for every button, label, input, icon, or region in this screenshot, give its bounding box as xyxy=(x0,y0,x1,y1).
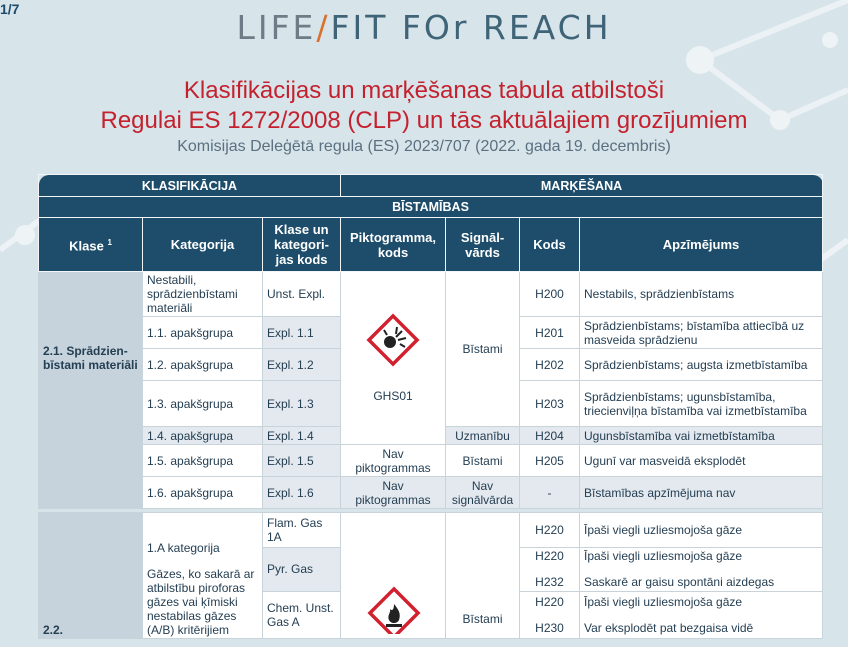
pictogram-code: GHS01 xyxy=(373,389,413,403)
hazard-statement-cell: Sprādzienbīstams; bīstamība attiecībā uz masveida sprādzienu xyxy=(580,317,823,349)
code-cell: Expl. 1.6 xyxy=(263,477,341,509)
header-class: Klase $^1$ xyxy=(39,218,143,272)
header-labelling: MARĶĒŠANA xyxy=(341,175,823,197)
header-category: Kategorija xyxy=(143,218,263,272)
code-cell: Flam. Gas 1A xyxy=(263,513,341,548)
category-cell: 1.4. apakšgrupa xyxy=(143,427,263,445)
header-pictogram: Piktogramma, kods xyxy=(341,218,446,272)
table-row xyxy=(39,513,823,548)
header-classification: KLASIFIKĀCIJA xyxy=(39,175,341,197)
hazard-code-cell: H200 xyxy=(520,272,580,317)
signal-word-cell: Nav signālvārda xyxy=(446,477,520,509)
document-subtitle: Komisijas Deleģētā regula (ES) 2023/707 (2022. gada 19. decembris) xyxy=(177,138,671,155)
class-name-gases: 2.2. xyxy=(39,513,143,639)
hazard-code-cell: H220 H232 xyxy=(520,547,580,591)
category-cell: 1.1. apakšgrupa xyxy=(143,317,263,349)
hazard-statement-cell: Nestabils, sprādzienbīstams xyxy=(580,272,823,317)
hazard-code-cell: H220 xyxy=(520,513,580,548)
hazard-code-cell: H220 H230 xyxy=(520,591,580,638)
hazard-statement-cell: Ugunī var masveidā eksplodēt xyxy=(580,445,823,477)
document-title-line-1: Klasifikācijas un marķēšanas tabula atbilstoši xyxy=(183,77,665,104)
code-cell: Expl. 1.5 xyxy=(263,445,341,477)
code-cell: Expl. 1.4 xyxy=(263,427,341,445)
hazard-statement-cell: Ugunsbīstamība vai izmetbīstamība xyxy=(580,427,823,445)
signal-word-cell: Bīstami xyxy=(446,445,520,477)
hazard-statement-cell: Īpaši viegli uzliesmojoša gāze xyxy=(580,513,823,548)
category-cell: 1.6. apakšgrupa xyxy=(143,477,263,509)
header-hazard-code: Kods xyxy=(520,218,580,272)
hazard-code-cell: - xyxy=(520,477,580,509)
life-fit-for-reach-logo: LIFE/FIT FOr REACH xyxy=(236,8,612,47)
table-row xyxy=(39,477,823,509)
exploding-bomb-icon xyxy=(366,313,420,367)
hazard-code-cell: H205 xyxy=(520,445,580,477)
category-title: 1.A kategorija xyxy=(147,541,220,555)
table-row xyxy=(39,272,823,317)
class-name-explosives: 2.1. Sprādzien-bīstami materiāli xyxy=(39,272,143,445)
code-cell: Expl. 1.1 xyxy=(263,317,341,349)
category-cell: 1.2. apakšgrupa xyxy=(143,349,263,381)
code-cell: Expl. 1.3 xyxy=(263,381,341,427)
category-cell: 1.3. apakšgrupa xyxy=(143,381,263,427)
code-cell: Pyr. Gas xyxy=(263,547,341,591)
pictogram-cell-flame xyxy=(341,513,446,639)
hazard-code-cell: H201 xyxy=(520,317,580,349)
signal-word-cell: Bīstami xyxy=(446,513,520,639)
header-hazards: BĪSTAMĪBAS xyxy=(39,197,823,218)
table-row xyxy=(39,445,823,477)
code-cell: Chem. Unst. Gas A xyxy=(263,591,341,638)
hazard-code-cell: H204 xyxy=(520,427,580,445)
classification-table xyxy=(38,174,822,639)
pictogram-cell: Nav piktogrammas xyxy=(341,477,446,509)
category-description: Gāzes, ko sakarā ar atbilstību piroforas gāzes vai ķīmiski nestabilas gāzes (A/B) kritērijiem xyxy=(147,567,255,637)
category-cell xyxy=(143,513,263,639)
document-title-line-2: Regulai ES 1272/2008 (CLP) un tās aktuālajiem grozījumiem xyxy=(100,107,748,134)
header-class-category-code: Klase un kategori-jas kods xyxy=(263,218,341,272)
category-cell: 1.5. apakšgrupa xyxy=(143,445,263,477)
code-cell: Expl. 1.2 xyxy=(263,349,341,381)
code-cell: Unst. Expl. xyxy=(263,272,341,317)
pictogram-cell: Nav piktogrammas xyxy=(341,445,446,477)
flame-icon xyxy=(365,584,421,634)
page-number: 1/7 xyxy=(0,1,20,17)
category-cell: Nestabili, sprādzienbīstami materiāli xyxy=(143,272,263,317)
signal-word-cell: Uzmanību xyxy=(446,427,520,445)
header-signal-word: Signāl-vārds xyxy=(446,218,520,272)
header-hazard-statement: Apzīmējums xyxy=(580,218,823,272)
class-name-spacer xyxy=(39,445,143,509)
hazard-code-cell: H203 xyxy=(520,381,580,427)
pictogram-cell-ghs01 xyxy=(341,272,446,445)
hazard-statement-cell: Bīstamības apzīmējuma nav xyxy=(580,477,823,509)
hazard-statement-cell: Īpaši viegli uzliesmojoša gāze Var eksplodēt pat bezgaisa vidē xyxy=(580,591,823,638)
hazard-statement-cell: Īpaši viegli uzliesmojoša gāze Saskarē ar gaisu spontāni aizdegas xyxy=(580,547,823,591)
hazard-statement-cell: Sprādzienbīstams; ugunsbīstamība, triecienviļņa bīstamība vai izmetbīstamība xyxy=(580,381,823,427)
signal-word-cell: Bīstami xyxy=(446,272,520,427)
hazard-code-cell: H202 xyxy=(520,349,580,381)
hazard-statement-cell: Sprādzienbīstams; augsta izmetbīstamība xyxy=(580,349,823,381)
